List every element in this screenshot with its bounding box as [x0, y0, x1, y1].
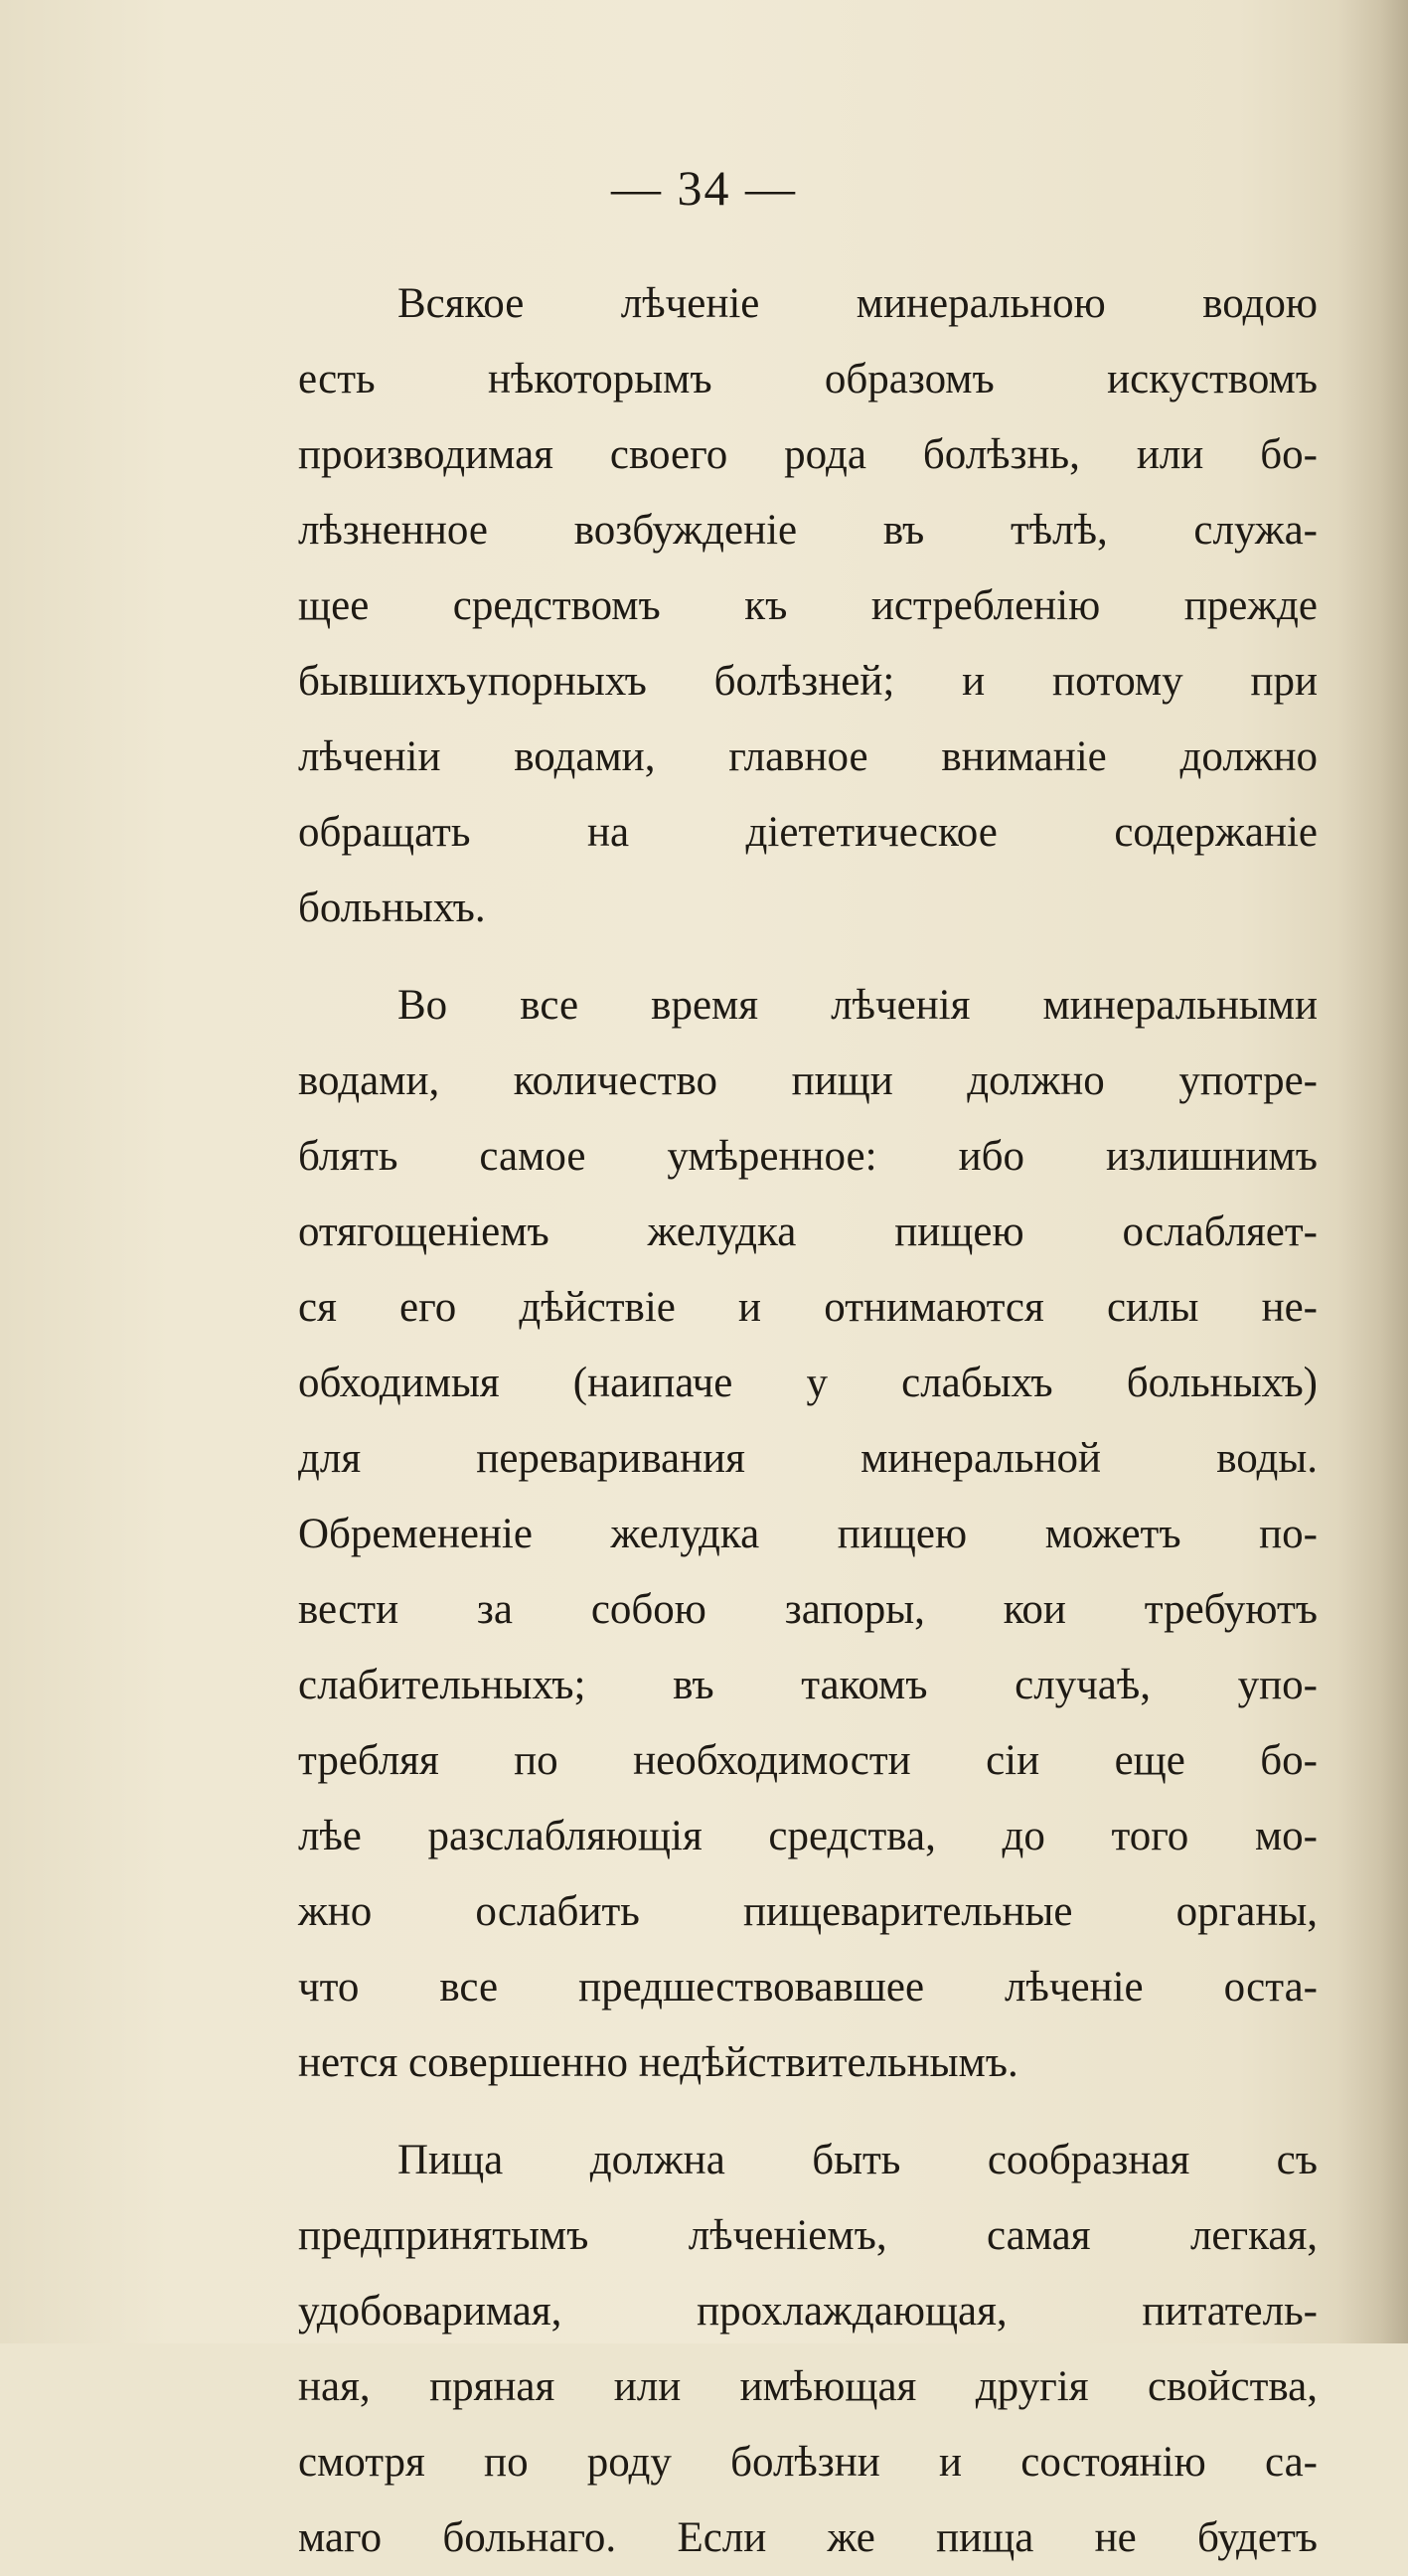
- text-line: смотря по роду болѣзни и состоянію са-: [298, 2439, 1318, 2486]
- text-line: Во все время лѣченія минеральными: [397, 982, 1318, 1029]
- text-line: для переваривания минеральной воды.: [298, 1435, 1318, 1482]
- text-line: вести за собою запоры, кои требуютъ: [298, 1586, 1318, 1633]
- text-line: больныхъ.: [298, 885, 486, 931]
- text-line: блять самое умѣренное: ибо излишнимъ: [298, 1133, 1318, 1180]
- text-line: слабительныхъ; въ такомъ случаѣ, упо-: [298, 1662, 1318, 1708]
- page-number: — 34 —: [611, 160, 797, 216]
- text-line: производимая своего рода болѣзнь, или бо-: [298, 431, 1318, 478]
- paragraph: [298, 968, 1318, 2101]
- text-line: есть нѣкоторымъ образомъ искуствомъ: [298, 356, 1318, 402]
- text-line: лѣзненное возбужденіе въ тѣлѣ, служа-: [298, 507, 1318, 554]
- text-line: лѣе разслабляющія средства, до того мо-: [298, 1813, 1318, 1859]
- text-line: Обремененіе желудка пищею можетъ по-: [298, 1511, 1318, 1557]
- text-line: ся его дѣйствіе и отнимаются силы не-: [298, 1284, 1318, 1331]
- text-line: жно ослабить пищеварительные органы,: [298, 1888, 1318, 1935]
- text-line: предпринятымъ лѣченіемъ, самая легкая,: [298, 2212, 1318, 2259]
- text-line: маго больнаго. Если же пища не будетъ: [298, 2514, 1318, 2561]
- paragraph: [298, 266, 1318, 946]
- text-line: нется совершенно недѣйствительнымъ.: [298, 2039, 1018, 2086]
- text-line: водами, количество пищи должно употре-: [298, 1057, 1318, 1104]
- text-line: щее средствомъ къ истребленію прежде: [298, 582, 1318, 629]
- text-line: удобоваримая, прохлаждающая, питатель-: [298, 2288, 1318, 2334]
- text-line: Пища должна быть сообразная съ: [397, 2137, 1318, 2183]
- paragraph: [298, 2123, 1318, 2576]
- text-line: Всякое лѣченіе минеральною водою: [397, 280, 1318, 327]
- text-line: бывшихъупорныхъ болѣзней; и потому при: [298, 658, 1318, 705]
- gutter-shadow: [1338, 0, 1408, 2343]
- text-line: обращать на діететическое содержаніе: [298, 809, 1318, 856]
- text-line: лѣченіи водами, главное вниманіе должно: [298, 733, 1318, 780]
- text-line: требляя по необходимости сіи еще бо-: [298, 1737, 1318, 1784]
- text-line: отягощеніемъ желудка пищею ослабляет-: [298, 1208, 1318, 1255]
- body-text: [298, 266, 1318, 2576]
- text-line: ная, пряная или имѣющая другія свойства,: [298, 2363, 1318, 2410]
- text-line: что все предшествовавшее лѣченіе оста-: [298, 1964, 1318, 2011]
- text-line: обходимыя (наипаче у слабыхъ больныхъ): [298, 1360, 1318, 1406]
